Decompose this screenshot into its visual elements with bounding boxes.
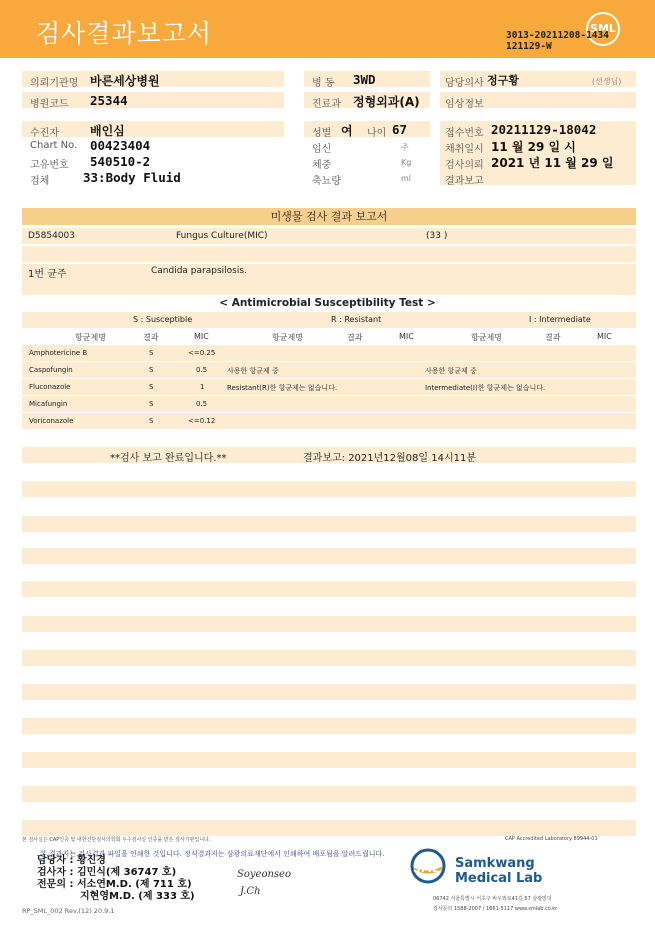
result-band	[22, 264, 636, 280]
ast-drug: Micafungin	[29, 400, 68, 408]
strain-label: 1번 균주	[28, 269, 67, 280]
age-label: 나이	[367, 128, 387, 139]
empty-band	[22, 548, 636, 564]
result-band	[22, 246, 636, 262]
ast-drug: Fluconazole	[29, 383, 71, 391]
weight-unit: Kg	[401, 158, 412, 167]
result-band	[22, 279, 636, 295]
urine-unit: ml	[401, 174, 412, 183]
address: 06742 서울특별시 서초구 바우뫼로41길 57 삼광빌딩	[433, 896, 552, 902]
brand-name: Samkwang	[455, 856, 535, 871]
dept-label: 진료과	[312, 99, 341, 110]
report-time: 결과보고: 2021년12월08일 14시11분	[303, 453, 477, 464]
sex-value: 여	[341, 124, 353, 138]
section-title: 미생물 검사 결과 보고서	[22, 208, 636, 225]
id-label: 고유번호	[30, 160, 69, 171]
request-label: 검사의뢰	[445, 160, 484, 171]
patient-label: 수진자	[30, 128, 59, 139]
brand-name: Medical Lab	[455, 871, 543, 886]
report-header	[0, 0, 655, 58]
ast-mic: <=0.12	[188, 417, 216, 425]
col-result: 결과	[545, 333, 561, 342]
signature: J.Ch	[240, 886, 261, 897]
ast-mic: 0.5	[196, 366, 208, 374]
result-band	[22, 228, 636, 244]
ast-note-used: 사용한 항균제 중	[227, 367, 279, 375]
chart-value: 00423404	[90, 138, 151, 153]
preg-label: 임신	[312, 144, 332, 155]
col-drug: 항균제명	[272, 333, 303, 342]
ast-title: < Antimicrobial Susceptibility Test >	[219, 297, 436, 309]
ast-note-used: 사용한 항균제 중	[425, 367, 477, 375]
col-mic: MIC	[194, 332, 209, 341]
preg-unit: 주	[401, 143, 409, 152]
empty-band	[22, 786, 636, 802]
test-code: (33 )	[426, 231, 448, 241]
ast-result: S	[149, 383, 154, 391]
ast-note-intermediate: Intermediate(I)한 항균제는 없습니다.	[425, 384, 546, 392]
doctor-label: 담당의사	[445, 78, 484, 89]
brand-short: SML	[413, 862, 439, 875]
report-label: 결과보고	[445, 176, 484, 187]
fine-print: 본 결과지는 검사결과 파일을 인쇄한 것입니다. 정식결과지는 삼광의료재단에서 인쇄하여 배포됨을 알려드립니다.	[40, 850, 385, 858]
hospital-label: 의뢰기관명	[30, 78, 79, 89]
col-mic: MIC	[597, 332, 612, 341]
age-value: 67	[392, 122, 408, 137]
doctor-value: 정구황	[487, 74, 519, 87]
col-drug: 항균제명	[75, 333, 106, 342]
hospital-value: 바른세상병원	[90, 74, 160, 88]
id-value: 540510-2	[90, 154, 151, 169]
form-number: RP_SML_002 Rev.(12) 20.9.1	[22, 907, 115, 915]
col-result: 결과	[347, 333, 363, 342]
receipt-label: 접수번호	[445, 128, 484, 139]
collect-value: 11 월 29 일 시	[491, 140, 576, 154]
legend-resistant: R : Resistant	[331, 315, 382, 324]
ward-value: 3WD	[353, 72, 376, 87]
empty-band	[22, 616, 636, 632]
ast-result: S	[149, 349, 154, 357]
tester: 검사자 : 김민식(제 36747 호)	[37, 867, 177, 878]
ast-mic: 1	[200, 383, 205, 391]
empty-band	[22, 650, 636, 666]
chart-label: Chart No.	[30, 140, 78, 151]
clinical-label: 임상정보	[445, 99, 484, 110]
ast-result: S	[149, 400, 154, 408]
empty-band	[22, 820, 636, 836]
doctor-note: (선생님)	[592, 77, 622, 86]
ward-label: 병 동	[312, 78, 335, 89]
ast-drug: Amphotericine B	[29, 349, 88, 357]
col-mic: MIC	[399, 332, 414, 341]
ast-row-band	[22, 396, 636, 412]
contact: 검사문의 1588-2007 / 1661-5117 www.smlab.co.kr	[433, 906, 558, 912]
ast-drug: Voriconazole	[29, 417, 74, 425]
strain-name: Candida parapsilosis.	[151, 266, 247, 276]
empty-band	[22, 718, 636, 734]
ast-mic: <=0.25	[188, 349, 216, 357]
ast-result: S	[149, 366, 154, 374]
fine-print: CAP Accredited Laboratory 89944-01	[505, 836, 598, 842]
signature: Soyeonseo	[237, 869, 291, 880]
test-name: Fungus Culture(MIC)	[176, 231, 268, 241]
col-result: 결과	[143, 333, 159, 342]
empty-band	[22, 516, 636, 532]
col-drug: 항균제명	[471, 333, 502, 342]
receipt-value: 20211129-18042	[491, 122, 597, 137]
ast-drug: Caspofungin	[29, 366, 73, 374]
request-number: 3013-20211208-1434 121129-W	[506, 30, 609, 52]
sml-logo-icon: SML	[586, 12, 620, 46]
specimen-value: 33:Body Fluid	[83, 170, 181, 185]
specialist: 지현영M.D. (제 333 호)	[80, 891, 195, 902]
urine-label: 축뇨량	[312, 176, 341, 187]
ast-result: S	[149, 417, 154, 425]
sex-label: 성별	[312, 128, 332, 139]
ast-row-band	[22, 362, 636, 378]
empty-band	[22, 481, 636, 497]
ast-note-resistant: Resistant(R)한 항균제는 없습니다.	[227, 384, 338, 392]
collect-label: 채취일시	[445, 144, 484, 155]
page-title: 검사결과보고서	[36, 19, 213, 48]
weight-label: 체중	[312, 160, 332, 171]
request-value: 2021 년 11 월 29 일	[491, 156, 614, 170]
ast-mic: 0.5	[196, 400, 208, 408]
code-value: 25344	[90, 93, 128, 108]
ast-row-band	[22, 345, 636, 361]
info-band	[22, 121, 284, 137]
empty-band	[22, 684, 636, 700]
empty-band	[22, 752, 636, 768]
empty-band	[22, 581, 636, 597]
report-code: D5854003	[28, 231, 76, 241]
manager: 담당자 : 황진경	[37, 855, 106, 866]
completion-text: **검사 보고 완료입니다.**	[110, 453, 227, 464]
specimen-label: 검체	[30, 176, 50, 187]
dept-value: 정형외과(A)	[353, 95, 420, 109]
code-label: 병원코드	[30, 99, 69, 110]
legend-intermediate: I : Intermediate	[529, 315, 591, 324]
ast-row-band	[22, 413, 636, 429]
patient-value: 배인심	[90, 124, 125, 138]
specialist: 전문의 : 서소연M.D. (제 711 호)	[37, 879, 192, 890]
legend-susceptible: S : Susceptible	[133, 315, 193, 324]
fine-print: 본 검사실은 CAP인증 및 대한진단검사의학회 우수검사실 인증을 받은 검사기관입니다.	[22, 837, 211, 843]
